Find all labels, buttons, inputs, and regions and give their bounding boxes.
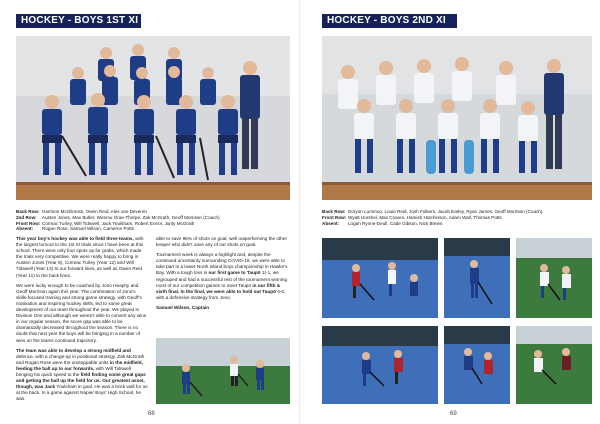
action-photo [444,238,510,318]
roster-names: Cormac Turley, Will Tidswell, Jack Youlsham, Robert Ennor, Jonty McGrath [42,220,195,226]
roster-label: Back Row: [322,209,346,214]
roster-row [16,226,290,232]
highlight-text: our first game to Taupō [208,270,261,276]
action-photo-illustration [516,326,592,404]
page-number: 68 [148,411,155,417]
action-photo-illustration [516,238,592,318]
highlight-text: in the midfield, feeding the ball up to our forwards, [16,359,143,371]
paragraph-text: 1(-1, we regrouped and had a successful rest of the tournament winning most of our competition games to meet Taupō [156,270,288,288]
highlight-text: in our fifth & sixth final. In the final, we were able to hold out Taupō [156,282,281,294]
action-photo-illustration [444,326,510,404]
roster-names: Austen Jones, Max Butler, Wiremu Grae-Thorpe, Zak McGrath, Geoff Morrison (Coach) [42,214,220,220]
action-photo [516,238,592,318]
roster-label: 2nd Row: [16,214,37,220]
left-page [8,0,298,424]
article-paragraph: able to save 95% of shots on goal, well outperforming the other keeper who didn't save any of our shots on goal. [156,236,288,248]
paragraph-text: defence, with a change-up in positional strategy. Zak McGrath and Rogan Rose were the unstoppable units [16,353,145,365]
action-photo [322,326,438,404]
paragraph-text: with the largest turnout to the 1st XI trials since I have been at this school. There were only four spots up for grabs, which made the trials very competitive. We were really happy to bring in Austen Jones (Year 9), Cormac Turley (Year 12) and Will Tidswell (Year 13) to our forward lines, as well as Owen Reid (Year 11) to the back lines. [16,236,144,278]
roster-label: Absent: [16,226,34,232]
action-photo-illustration [444,238,510,318]
action-photo [516,326,592,404]
roster-label: Back Row: [16,209,40,214]
roster-label: Absent: [322,220,340,226]
roster-names: Logan Rynne-Deull, Cade Gibson, Nick Brewn [348,220,443,226]
page-title: HOCKEY - BOYS 2ND XI [322,14,457,28]
team-photo-illustration [16,36,290,200]
article-paragraph [156,252,290,301]
roster-names: Wyatt Horshel, Max Craven, Hamish Hutchinson, Adam Wall, Thomas Potts [348,214,502,220]
right-page [318,0,594,424]
roster-label: Front Row: [16,220,41,226]
page-title: HOCKEY - BOYS 1ST XI [16,14,141,28]
team-roster [322,209,592,226]
lead-sentence: This year boy's hockey was able to field three teams, [16,236,134,241]
paragraph-text: Youlsham in goal. He was a brick wall for us at the back. In a game against Napier Boys' High School, he was [16,384,148,402]
paragraph-text: with Will Tidswell bringing his quick speed to the [16,365,131,377]
roster-names: Harrison McGlinniss, Owen Reid, Alex van Deveren [42,209,147,214]
team-roster [16,209,290,232]
roster-names: Rogan Rose, Samuel Wilson, Cameron Potts [42,226,134,232]
roster-label: Front Row: [322,214,347,220]
team-photo-illustration [322,36,592,200]
lead-sentence: The team was able to develop a strong midfield and [16,347,131,353]
article-paragraph [16,348,148,403]
roster-names: Doryon Lummoo, Louie Reid, Josh Folkers, Jacob Earley, Ryan James, Geoff Morrison (Coach) [348,209,543,214]
paragraph-text: 4-0, with a defensive strategy from Jono. [156,288,286,300]
captain-signature: Samuel Wilson, Captain [156,304,210,310]
action-photo-illustration [156,338,290,404]
article-paragraph [16,236,148,279]
team-photo [16,36,290,200]
highlight-text: field finding some great gaps and getting the ball up the field for us. Our greatest asset, though, was Jack [16,371,146,390]
paragraph-text: Tournament week is always a highlight and, despite the continued uncertainty surrounding COVID-19, we were able to take part in a lower North Island boys championship in Hawke's Bay. With a tough loss in [156,252,288,276]
roster-row [322,221,592,227]
action-photo [444,326,510,404]
article-column-1 [16,236,148,406]
team-photo [322,36,592,200]
action-photo [156,338,290,404]
page-number: 69 [450,411,457,417]
article-column-2 [156,236,290,315]
action-photo-illustration [322,238,438,318]
action-photo [322,238,438,318]
page-gutter [299,0,301,424]
action-photo-illustration [322,326,438,404]
article-paragraph: We were lucky enough to be coached by Jono Heaphy and Geoff Morrison again this year. The combination of Jono's skills-focused training and strong game strategy, with Geoff's motivation and inspiring hockey skills, led to some great development of our team throughout the year. We played in Division One and although we weren't able to convert any wins in our regular season, the score gap was able to be dramatically decreased throughout the season. There is no doubt that next year the boys will be bringing in a number of wins on the teams continued trajectory. [16,282,147,343]
